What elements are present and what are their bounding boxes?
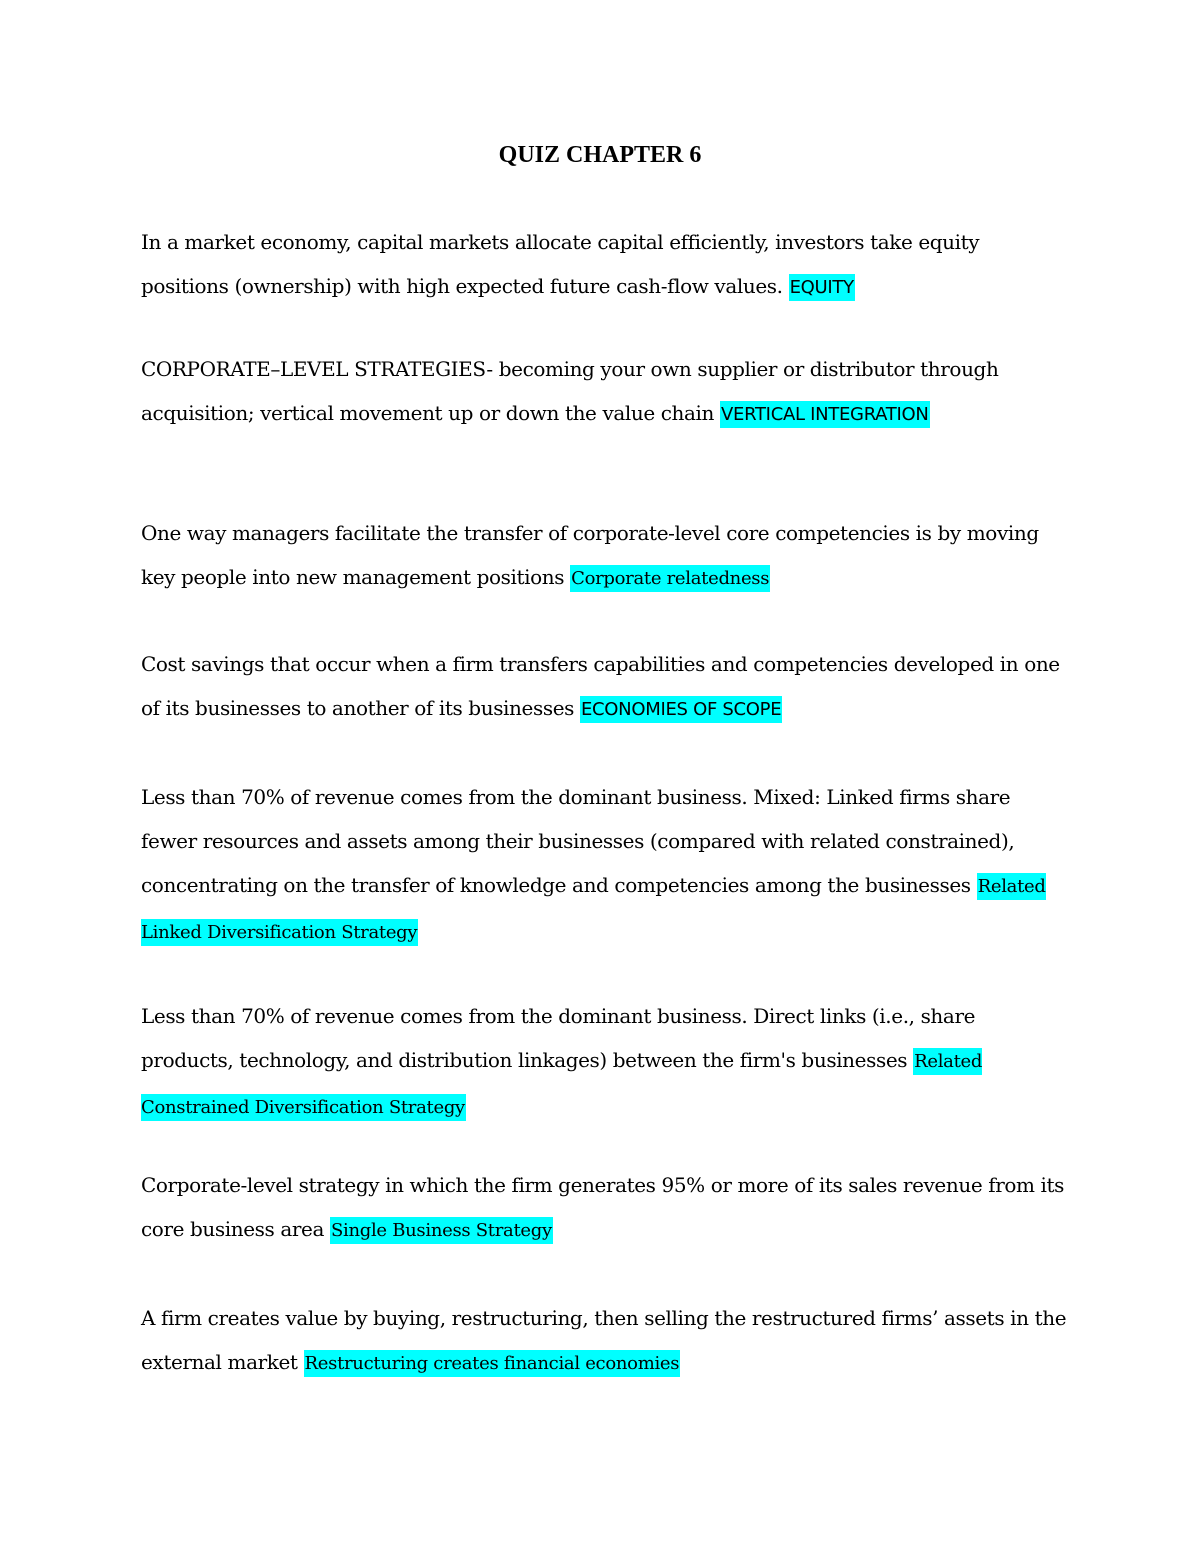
- quiz-item: [141, 347, 1071, 437]
- question-text: CORPORATE–LEVEL STRATEGIES- becoming your own supplier or distributor through acquisition; vertical movement up or down the value chain: [141, 357, 999, 425]
- quiz-item: [141, 511, 1071, 601]
- quiz-item: [141, 642, 1071, 732]
- answer-highlight: VERTICAL INTEGRATION: [720, 401, 930, 428]
- answer-highlight: Restructuring creates financial economies: [304, 1350, 681, 1377]
- answer-highlight: Single Business Strategy: [330, 1217, 553, 1244]
- question-text: A firm creates value by buying, restructuring, then selling the restructured firms’ assets in the external market: [141, 1306, 1067, 1374]
- question-text: Corporate-level strategy in which the firm generates 95% or more of its sales revenue from its core business area: [141, 1173, 1065, 1241]
- quiz-item: [141, 994, 1071, 1130]
- quiz-item: [141, 1163, 1071, 1253]
- page-title: QUIZ CHAPTER 6: [498, 142, 702, 168]
- question-text: In a market economy, capital markets allocate capital efficiently, investors take equity positions (ownership) with high expected future cash-flow values.: [141, 230, 980, 298]
- answer-highlight: Related Linked Diversification Strategy: [141, 873, 1046, 946]
- answer-highlight: Corporate relatedness: [570, 565, 770, 592]
- quiz-item: [141, 220, 1071, 310]
- question-text: Less than 70% of revenue comes from the dominant business. Direct links (i.e., share products, technology, and distribution linkages) between the firm's businesses: [141, 1004, 976, 1072]
- question-text: Cost savings that occur when a firm transfers capabilities and competencies developed in one of its businesses to another of its businesses: [141, 652, 1060, 720]
- question-text: Less than 70% of revenue comes from the dominant business. Mixed: Linked firms share fewer resources and assets among their businesses (compared with related constrained), concentrating on the transfer of knowledge and competencies among the businesses: [141, 785, 1015, 897]
- answer-highlight: EQUITY: [789, 274, 855, 301]
- quiz-item: [141, 1296, 1071, 1386]
- answer-highlight: ECONOMIES OF SCOPE: [580, 696, 782, 723]
- answer-highlight: Related Constrained Diversification Strategy: [141, 1048, 982, 1121]
- question-text: One way managers facilitate the transfer of corporate-level core competencies is by moving key people into new management positions: [141, 521, 1039, 589]
- quiz-item: [141, 775, 1071, 955]
